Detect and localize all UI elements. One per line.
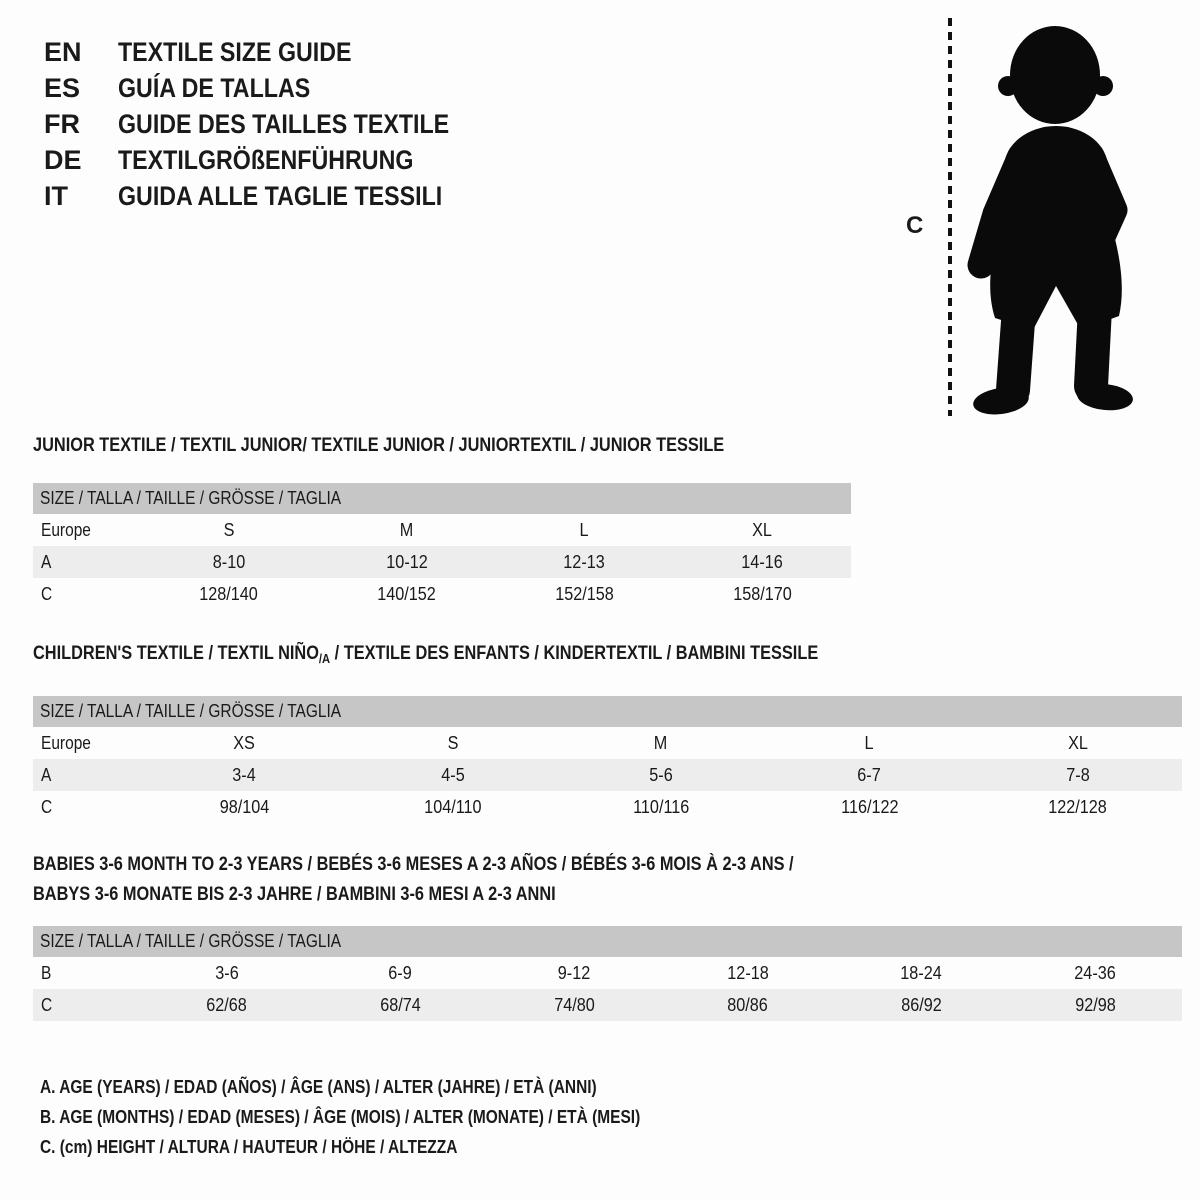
table-size-header-row [33,483,851,514]
table-size-header-row [33,926,1182,957]
row-label: A [33,546,140,578]
table-cell: 74/80 [487,989,661,1021]
table-cell: M [399,519,414,540]
table-cell: XL [1067,732,1088,753]
table-cell: 68/74 [314,989,488,1021]
table-cell: S [223,519,235,540]
table-cell: M [654,732,668,753]
row-label: Europe [41,732,91,753]
section-title: CHILDREN'S TEXTILE / TEXTIL $NIÑO_{/A}$ / TEXTILE DES ENFANTS / KINDERTEXTIL / BAMBINI TESSILE [33,643,819,666]
lang-title: GUIDA ALLE TAGLIE TESSILI [118,181,443,211]
table-cell: 80/86 [661,989,835,1021]
table-cell: XS [233,732,256,753]
lang-title: TEXTILE SIZE GUIDE [118,37,352,67]
table-cell: 104/110 [423,796,482,817]
table-cell: 14-16 [673,546,851,578]
row-label: Europe [41,519,91,540]
lang-row-fr [44,106,503,142]
table-row-height-cm [33,578,851,610]
junior-size-table [33,483,851,610]
table-row-age-years [33,759,1182,791]
row-label: B [41,962,52,983]
table-cell: 98/104 [219,796,269,817]
table-cell: 86/92 [835,989,1009,1021]
table-row-height-cm [33,989,1182,1021]
row-label: C [41,796,53,817]
table-row-height-cm [33,791,1182,823]
legend-line-a: A. AGE (YEARS) / EDAD (AÑOS) / ÂGE (ANS) / ALTER (JAHRE) / ETÀ (ANNI) [40,1077,597,1097]
lang-code: ES [44,73,81,103]
language-title-list [44,34,503,214]
table-row-age-months [33,957,1182,989]
row-label: C [33,989,140,1021]
size-header-label: SIZE / TALLA / TAILLE / GRÖSSE / TAGLIA [40,488,342,508]
section-babies-textile [33,850,1182,1021]
legend-line-c: C. (cm) HEIGHT / ALTURA / HAUTEUR / HÖHE / ALTEZZA [40,1137,458,1157]
size-header-label: SIZE / TALLA / TAILLE / GRÖSSE / TAGLIA [40,701,342,721]
lang-row-en [44,34,503,70]
table-cell: L [864,732,874,753]
babies-size-table [33,926,1182,1021]
lang-title: GUÍA DE TALLAS [118,73,311,103]
height-measure-label: C [906,212,924,239]
table-row-age-years [33,546,851,578]
table-row-europe [33,727,1182,759]
table-cell: 5-6 [557,759,765,791]
lang-code: DE [44,145,82,175]
table-cell: 18-24 [900,962,943,983]
table-cell: 6-7 [765,759,973,791]
table-cell: 12-13 [496,546,674,578]
row-label: C [41,583,53,604]
table-cell: 7-8 [974,759,1182,791]
nino-a-subscript: /A [318,651,331,666]
table-cell: 128/140 [199,583,259,604]
table-cell: 24-36 [1074,962,1116,983]
table-cell: 116/122 [840,796,899,817]
table-cell: 12-18 [727,962,769,983]
section-title: BABIES 3-6 MONTH TO 2-3 YEARS / BEBÉS 3-6 MESES A 2-3 AÑOS / BÉBÉS 3-6 MOIS À 2-3 ANS / BABYS 3-6 MONATE BIS 2-3 JAHRE / BAMBINI 3-6 MESI A 2-3 ANNI [33,854,794,905]
table-cell: XL [752,519,773,540]
table-cell: 158/170 [732,583,792,604]
table-cell: 8-10 [140,546,318,578]
table-cell: 3-6 [215,962,239,983]
table-cell: 4-5 [348,759,556,791]
lang-code: FR [44,109,80,139]
lang-row-es [44,70,503,106]
lang-title: GUIDE DES TAILLES TEXTILE [118,109,450,139]
lang-code: IT [44,181,68,211]
table-size-header-row [33,696,1182,727]
toddler-silhouette-image [963,18,1139,418]
table-cell: 9-12 [557,962,591,983]
table-cell: 152/158 [555,583,614,604]
table-cell: S [447,732,458,753]
table-cell: 3-4 [140,759,348,791]
height-measure-dashed-line [948,18,952,416]
table-cell: 6-9 [388,962,413,983]
table-cell: 10-12 [318,546,496,578]
section-childrens-textile [33,644,1182,823]
measurement-legend [40,1072,738,1162]
lang-code: EN [44,37,82,67]
table-cell: L [579,519,589,540]
children-size-table [33,696,1182,823]
lang-row-it [44,178,503,214]
lang-row-de [44,142,503,178]
row-label: A [33,759,140,791]
table-cell: 110/116 [632,796,690,817]
table-cell: 122/128 [1048,796,1108,817]
lang-title: TEXTILGRÖßENFÜHRUNG [118,145,414,175]
section-junior-textile [33,436,851,610]
section-title: JUNIOR TEXTILE / TEXTIL JUNIOR/ TEXTILE JUNIOR / JUNIORTEXTIL / JUNIOR TESSILE [33,435,725,456]
table-cell: 140/152 [377,583,436,604]
table-cell: 62/68 [140,989,314,1021]
table-row-europe [33,514,851,546]
size-header-label: SIZE / TALLA / TAILLE / GRÖSSE / TAGLIA [40,931,342,951]
table-cell: 92/98 [1008,989,1182,1021]
legend-line-b: B. AGE (MONTHS) / EDAD (MESES) / ÂGE (MOIS) / ALTER (MONATE) / ETÀ (MESI) [40,1107,641,1127]
